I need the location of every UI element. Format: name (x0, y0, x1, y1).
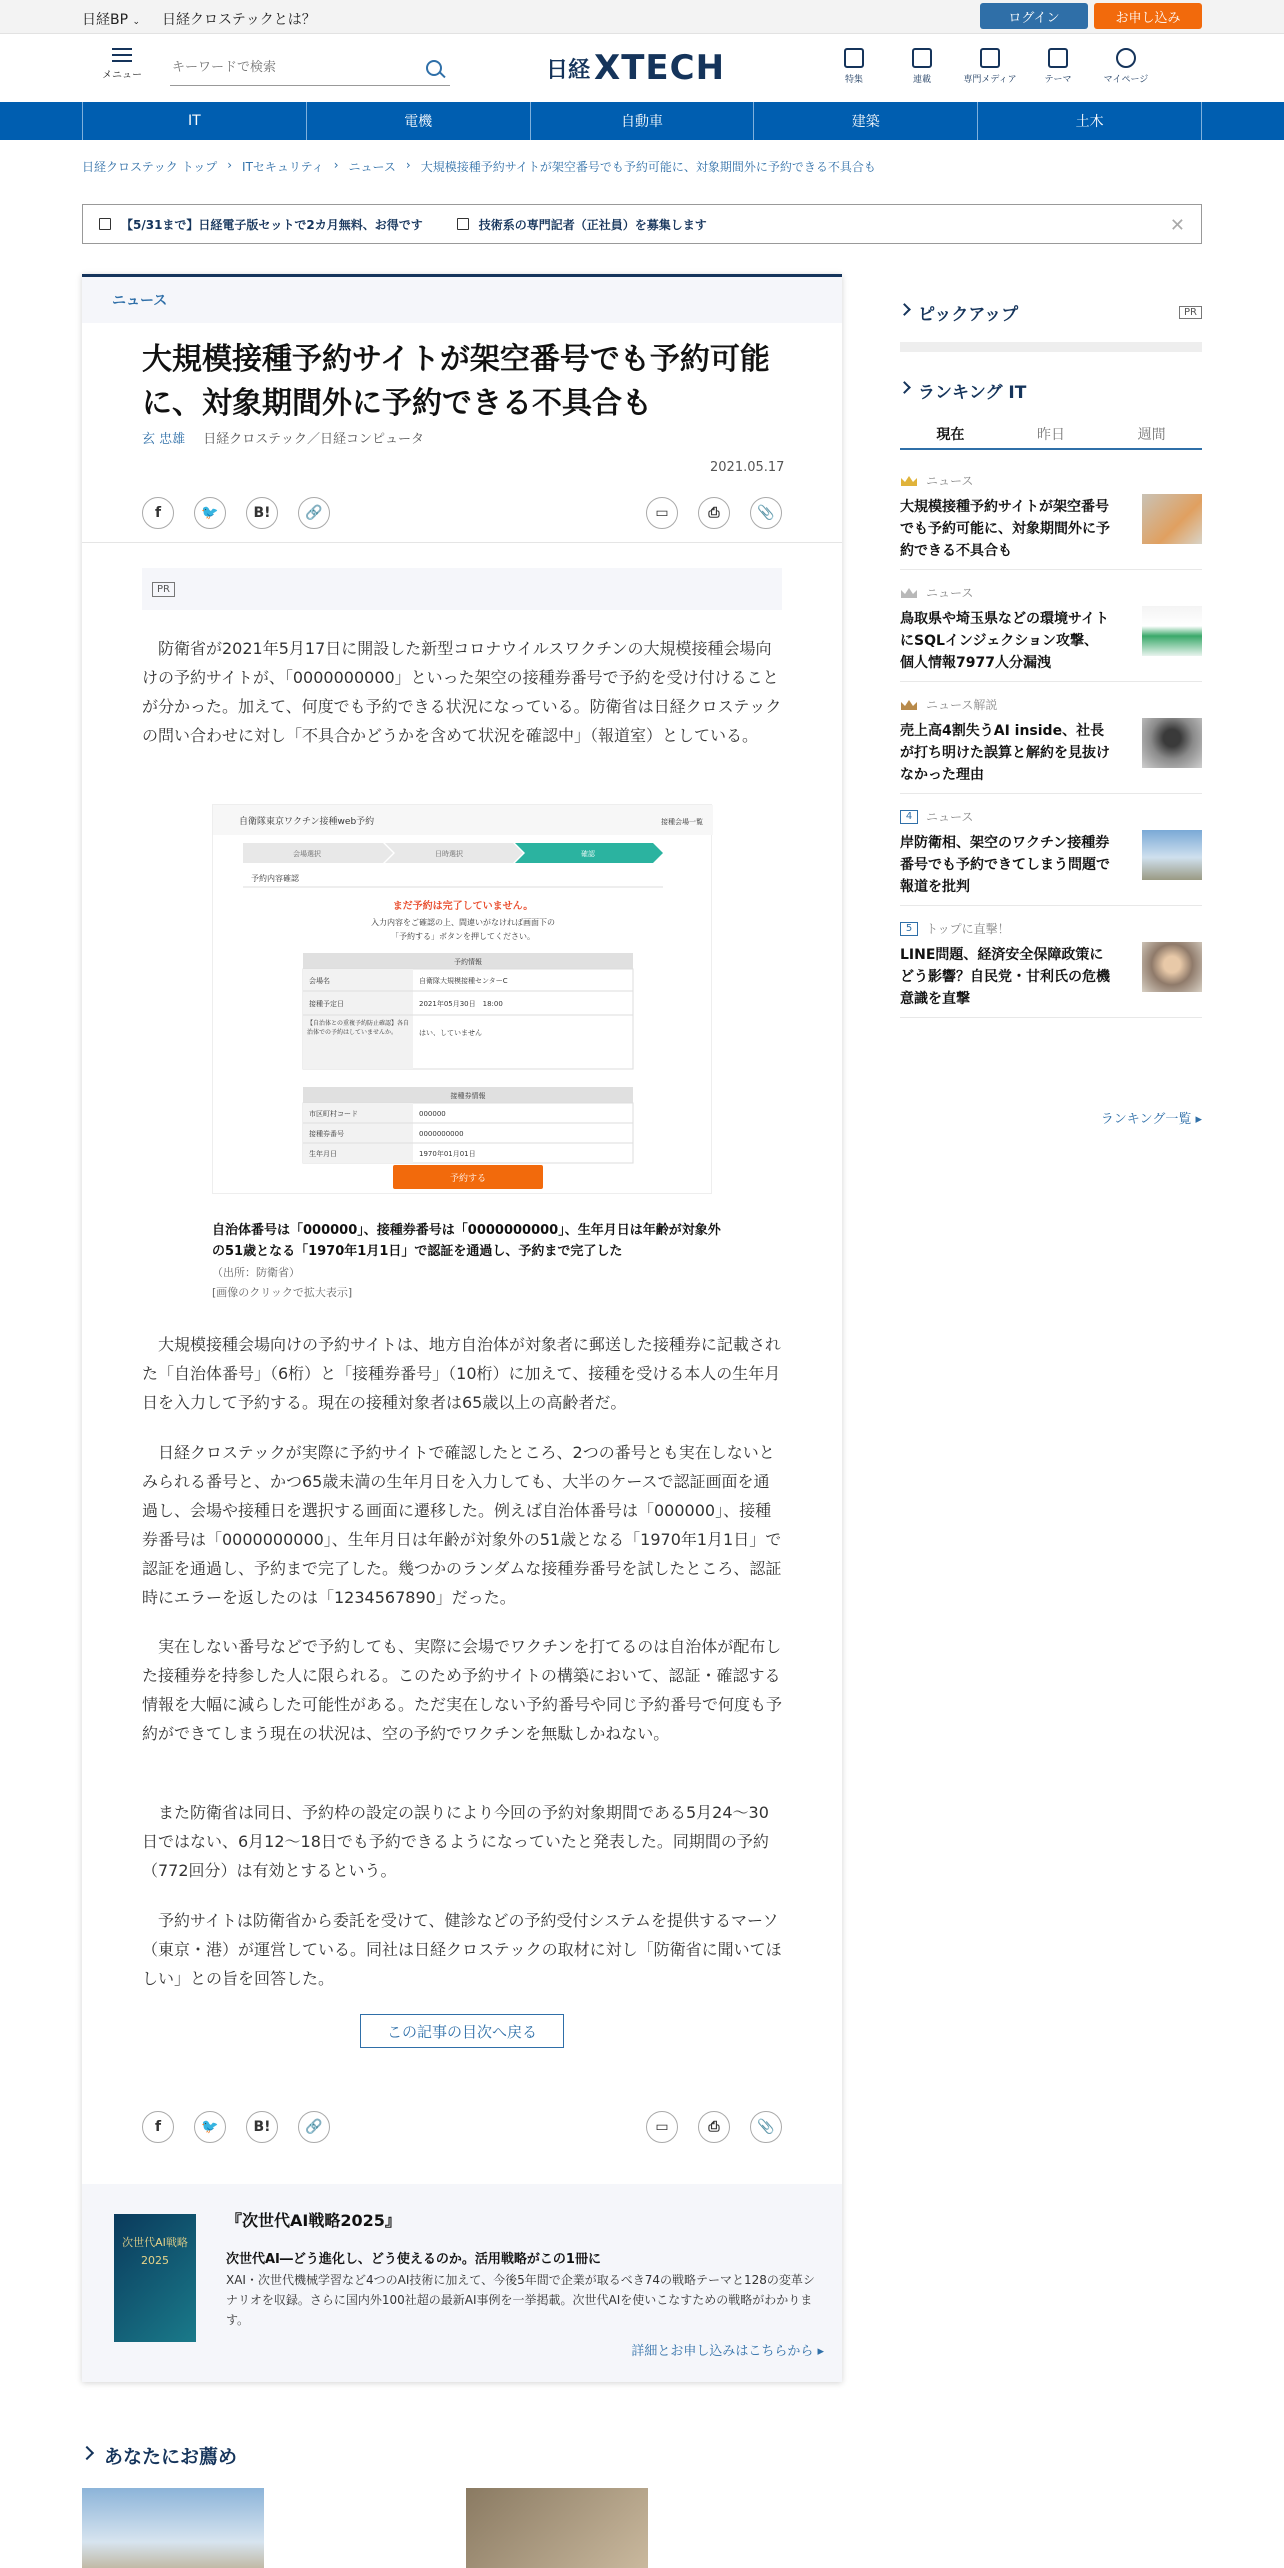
breadcrumb (82, 158, 876, 175)
fig-t1-r3-v: はい、していません (419, 1029, 482, 1037)
promo-link-label: 詳細とお申し込みはこちらから (631, 2344, 814, 2359)
ranking-title: 大規模接種予約サイトが架空番号でも予約可能に、対象期間外に予約できる不具合も (900, 499, 1110, 559)
search-input[interactable] (170, 52, 410, 82)
divider (82, 542, 842, 543)
series-label: 連載 (912, 75, 931, 85)
top-utility-bar (0, 0, 1284, 34)
pr-badge: PR (152, 582, 175, 597)
flag-icon (99, 218, 111, 230)
fig-table1-head: 予約情報 (454, 958, 482, 966)
rank-badge: 5 (900, 922, 918, 936)
figure-source: （出所：防衛省） (212, 1266, 300, 1279)
theme-link[interactable] (1024, 48, 1092, 85)
theme-label: テーマ (1044, 75, 1072, 85)
ranking-item[interactable] (900, 570, 1202, 682)
breadcrumb-current[interactable]: 大規模接種予約サイトが架空番号でも予約可能に、対象期間外に予約できる不具合も (420, 160, 876, 174)
breadcrumb-news[interactable]: ニュース (348, 160, 396, 174)
logo-xtech: XTECH (594, 48, 726, 88)
print-icon[interactable]: ⎙ (698, 497, 730, 529)
fig-t2-r1-v: 000000 (419, 1110, 446, 1118)
fig-step-1: 会場選択 (293, 850, 321, 858)
ranking-title: 鳥取県や埼玉県などの環境サイトにSQLインジェクション攻撃、個人情報7977人分漏洩 (900, 611, 1110, 671)
comment-icon[interactable]: ▭ (646, 497, 678, 529)
ranking-thumbnail (1142, 718, 1202, 768)
media-label: 専門メディア (963, 75, 1017, 85)
article-card (82, 274, 842, 2382)
chevron-down-icon: ⌄ (132, 17, 141, 27)
fig-t1-r2-v: 2021年05月30日 18:00 (419, 1000, 503, 1008)
crown-gold-icon (900, 475, 918, 487)
header-icon-nav (820, 48, 1160, 85)
article-figure[interactable] (212, 804, 712, 1194)
figure-caption: 自治体番号は「000000」、接種券番号は「0000000000」、生年月日は年齢が対象外の51歳となる「1970年1月1日」で認証を通過し、予約まで完了した (212, 1223, 721, 1259)
mypage-label: マイページ (1103, 75, 1149, 85)
hatena-icon[interactable]: B! (246, 2111, 278, 2143)
paragraph: 実在しない番号などで予約しても、実際に会場でワクチンを打てるのは自治体が配布した接種券を持参した人に限られる。このため予約サイトの構築において、認証・確認する情報を大幅に減らした可能性がある。ただ実在しない予約番号や同じ予約番号で何度も予約ができてしまう現在の状況は、空の予約でワクチンを無駄しかねない。 (142, 1637, 783, 1743)
apply-button[interactable]: お申し込み (1094, 3, 1202, 29)
chevron-right-icon: › (405, 158, 411, 172)
publish-date: 2021.05.17 (710, 460, 785, 475)
promo-description: XAI・次世代機械学習など4つのAI技術に加えて、今後5年間で企業が取るべき74の戦略テーマと128の変革シナリオを収録。さらに国内外100社超の最新AI事例を一挙掲載。次世代AIを使いこなすための戦略がわかります。 (226, 2273, 815, 2327)
user-icon (1116, 48, 1136, 68)
recommend-thumbnail[interactable] (82, 2488, 264, 2568)
login-button[interactable]: ログイン (980, 3, 1088, 29)
notice-text: 技術系の専門記者（正社員）を募集します (478, 217, 707, 232)
brand-menu[interactable] (82, 9, 140, 29)
twitter-icon[interactable]: 🐦 (194, 2111, 226, 2143)
ranking-label (900, 472, 973, 489)
theme-icon (1048, 48, 1068, 68)
category-nav (0, 102, 1284, 140)
book-cover-title: 次世代AI戦略2025 (122, 2236, 188, 2267)
nav-kenchiku[interactable]: 建築 (753, 102, 977, 140)
paragraph: 日経クロステックが実際に予約サイトで確認したところ、2つの番号とも実在しないとみられる番号と、かつ65歳未満の生年月日を入力しても、大半のケースで認証画面を通過し、会場や接種日を選択する画面に遷移した。例えば自治体番号は「000000」、接種券番号は「0000000000」、生年月日は年齢が対象外の51歳となる「1970年1月1日」で認証を通過し、予約まで完了した。幾つかのランダムな接種券番号を試したところ、認証時にエラーを返したのは「1234567890」だった。 (142, 1443, 782, 1607)
ranking-heading: ランキング IT (900, 378, 1202, 403)
search-icon[interactable] (426, 60, 442, 76)
flag-icon (457, 218, 469, 230)
notice-bar (82, 204, 1202, 244)
nav-it[interactable]: IT (82, 102, 306, 140)
rank-badge: 4 (900, 810, 918, 824)
close-icon[interactable]: ✕ (1169, 215, 1185, 236)
ranking-more-label: ランキング一覧 (1100, 1112, 1192, 1127)
article-title: 大規模接種予約サイトが架空番号でも予約可能に、対象期間外に予約できる不具合も (142, 342, 770, 421)
nav-doboku[interactable]: 土木 (977, 102, 1202, 140)
ranking-title: 岸防衛相、架空のワクチン接種券番号でも予約できてしまう問題で報道を批判 (900, 835, 1110, 895)
ranking-title: LINE問題、経済安全保障政策にどう影響？自民党・甘利氏の危機意識を直撃 (900, 947, 1110, 1007)
fig-t1-r1-v: 自衛隊大規模接種センターC (419, 977, 508, 985)
notice-item-campaign[interactable] (99, 216, 423, 233)
fig-t1-r1-k: 会場名 (309, 977, 330, 985)
fig-t1-r3-k: 【自治体との重複予約防止確認】各自治体での予約はしていませんか。 (307, 1020, 410, 1036)
comment-icon[interactable]: ▭ (646, 2111, 678, 2143)
fig-t2-r1-k: 市区町村コード (309, 1110, 358, 1118)
publication: 日経クロステック／日経コンピュータ (203, 432, 425, 447)
nav-jidousha[interactable]: 自動車 (530, 102, 754, 140)
crown-bronze-icon (900, 699, 918, 711)
promo-link[interactable] (631, 2340, 824, 2359)
ranking-section (900, 378, 1202, 1127)
ranking-item[interactable] (900, 906, 1202, 1018)
media-icon (980, 48, 1000, 68)
ranking-label (900, 808, 973, 825)
breadcrumb-top[interactable]: 日経クロステック トップ (82, 160, 218, 174)
byline (142, 428, 424, 447)
tab-yesterday[interactable]: 昨日 (1037, 427, 1065, 443)
caret-right-icon: ▸ (817, 2344, 824, 2359)
recommend-thumbnail[interactable] (466, 2488, 648, 2568)
ranking-item[interactable] (900, 458, 1202, 570)
logo-nikkei: 日経 (546, 57, 591, 83)
share-bar-bottom (142, 2110, 782, 2144)
brand-label: 日経BP (82, 12, 129, 28)
ranking-tabs (900, 418, 1202, 450)
ranking-kind: ニュース解説 (926, 698, 998, 712)
fig-t2-r3-v: 1970年01月01日 (419, 1150, 476, 1158)
ranking-kind: ニュース (926, 474, 974, 488)
clip-icon[interactable]: 📎 (750, 497, 782, 529)
search-box (170, 52, 450, 86)
ranking-title: 売上高4割失うAI inside、社長が打ち明けた誤算と解約を見抜けなかった理由 (900, 723, 1110, 783)
ranking-label (900, 696, 997, 713)
twitter-icon[interactable]: 🐦 (194, 497, 226, 529)
fig-site-title: 自衛隊東京ワクチン接種web予約 (239, 817, 375, 827)
caret-right-icon: ▸ (1195, 1112, 1202, 1127)
series-link[interactable] (888, 48, 956, 85)
ranking-item[interactable] (900, 682, 1202, 794)
ranking-thumbnail (1142, 830, 1202, 880)
breadcrumb-security[interactable]: ITセキュリティ (242, 160, 324, 174)
fig-warn: まだ予約は完了していません。 (392, 901, 534, 912)
about-link[interactable]: 日経クロステックとは？ (162, 12, 316, 28)
pickup-placeholder (900, 342, 1202, 352)
link-icon[interactable]: 🔗 (298, 497, 330, 529)
figure-screenshot (213, 805, 713, 1195)
feature-icon (844, 48, 864, 68)
fig-step-3: 確認 (581, 850, 595, 858)
ranking-item[interactable] (900, 794, 1202, 906)
fig-step-2: 日時選択 (435, 850, 463, 858)
ranking-thumbnail (1142, 494, 1202, 544)
feature-link[interactable] (820, 48, 888, 85)
author-link[interactable]: 玄 忠雄 (142, 432, 186, 447)
ranking-label (900, 920, 1010, 937)
fig-site-link: 接種会場一覧 (661, 818, 703, 826)
link-icon[interactable]: 🔗 (298, 2111, 330, 2143)
fig-instr-1: 入力内容をご確認の上、間違いがなければ画面下の (371, 918, 555, 927)
fig-instr-2: 「予約する」ボタンを押してください。 (391, 932, 535, 941)
ranking-more-link[interactable] (1101, 1108, 1202, 1127)
site-logo[interactable] (546, 48, 725, 88)
chevron-right-icon: › (227, 158, 233, 172)
fig-button: 予約する (449, 1174, 487, 1184)
hatena-icon[interactable]: B! (246, 497, 278, 529)
promo-title: 『次世代AI戦略2025』 (226, 2211, 401, 2230)
print-icon[interactable]: ⎙ (698, 2111, 730, 2143)
menu-label: メニュー (102, 70, 142, 81)
article-category[interactable]: ニュース (82, 277, 842, 323)
book-cover[interactable] (114, 2214, 196, 2342)
ranking-thumbnail (1142, 606, 1202, 656)
tab-weekly[interactable]: 週間 (1137, 427, 1166, 443)
fig-t2-r3-k: 生年月日 (309, 1150, 337, 1158)
pickup-section (900, 300, 1202, 325)
pickup-heading: ピックアップ (900, 300, 1202, 325)
facebook-icon[interactable]: f (142, 497, 174, 529)
pr-slot[interactable] (142, 568, 782, 610)
fig-section: 予約内容確認 (251, 874, 299, 883)
ranking-label (900, 584, 973, 601)
ranking-kind: トップに直撃！ (926, 922, 1010, 936)
tab-now[interactable]: 現在 (936, 427, 965, 443)
chevron-right-icon: › (333, 158, 339, 172)
recommend-heading: あなたにお薦め (82, 2442, 237, 2469)
ranking-thumbnail (1142, 942, 1202, 992)
crown-silver-icon (900, 587, 918, 599)
notice-text: 【5/31まで】日経電子版セットで2カ月無料、お得です (121, 217, 423, 232)
promo-subtitle: 次世代AI―どう進化し、どう使えるのか。活用戦略がこの1冊に (226, 2252, 601, 2267)
series-icon (912, 48, 932, 68)
ranking-kind: ニュース (926, 586, 974, 600)
notice-item-recruit[interactable] (457, 216, 707, 233)
nav-denki[interactable]: 電機 (306, 102, 530, 140)
clip-icon[interactable]: 📎 (750, 2111, 782, 2143)
menu-button[interactable] (100, 48, 144, 81)
fig-t2-r2-k: 接種券番号 (309, 1130, 344, 1138)
facebook-icon[interactable]: f (142, 2111, 174, 2143)
fig-t1-r2-k: 接種予定日 (309, 1000, 344, 1008)
fig-t2-r2-v: 0000000000 (419, 1130, 464, 1138)
figure-zoom-hint[interactable]: [画像のクリックで拡大表示] (212, 1286, 353, 1299)
mypage-link[interactable] (1092, 48, 1160, 85)
site-header (0, 34, 1284, 102)
paragraph: 予約サイトは防衛省から委託を受けて、健診などの予約受付システムを提供するマーソ（東京・港）が運営している。同社は日経クロステックの取材に対し「防衛省に聞いてほしい」との旨を回答した。 (142, 1911, 782, 1988)
toc-button[interactable]: この記事の目次へ戻る (360, 2014, 564, 2048)
hamburger-icon (112, 48, 132, 62)
fig-table2-head: 接種券情報 (450, 1092, 486, 1100)
pr-badge: PR (1179, 306, 1202, 319)
paragraph: 大規模接種会場向けの予約サイトは、地方自治体が対象者に郵送した接種券に記載された「自治体番号」（6桁）と「接種券番号」（10桁）に加えて、接種を受ける本人の生年月日を入力して予約する。現在の接種対象者は65歳以上の高齢者だ。 (142, 1335, 781, 1412)
book-promo (82, 2184, 842, 2382)
ranking-kind: ニュース (926, 810, 974, 824)
paragraph: 防衛省が2021年5月17日に開設した新型コロナウイルスワクチンの大規模接種会場向けの予約サイトが、「0000000000」といった架空の接種券番号で予約を受け付けることが分かった。加えて、何度でも予約できる状況になっている。防衛省は日経クロステックの問い合わせに対し「不具合かどうかを含めて状況を確認中」（報道室）としている。 (142, 639, 782, 745)
feature-label: 特集 (844, 75, 863, 85)
paragraph: また防衛省は同日、予約枠の設定の誤りにより今回の予約対象期間である5月24～30日ではない、6月12～18日でも予約できるようになっていたと発表した。同期間の予約（772回分）は有効とするという。 (142, 1803, 769, 1880)
media-link[interactable] (956, 48, 1024, 85)
share-bar-top (142, 496, 782, 530)
